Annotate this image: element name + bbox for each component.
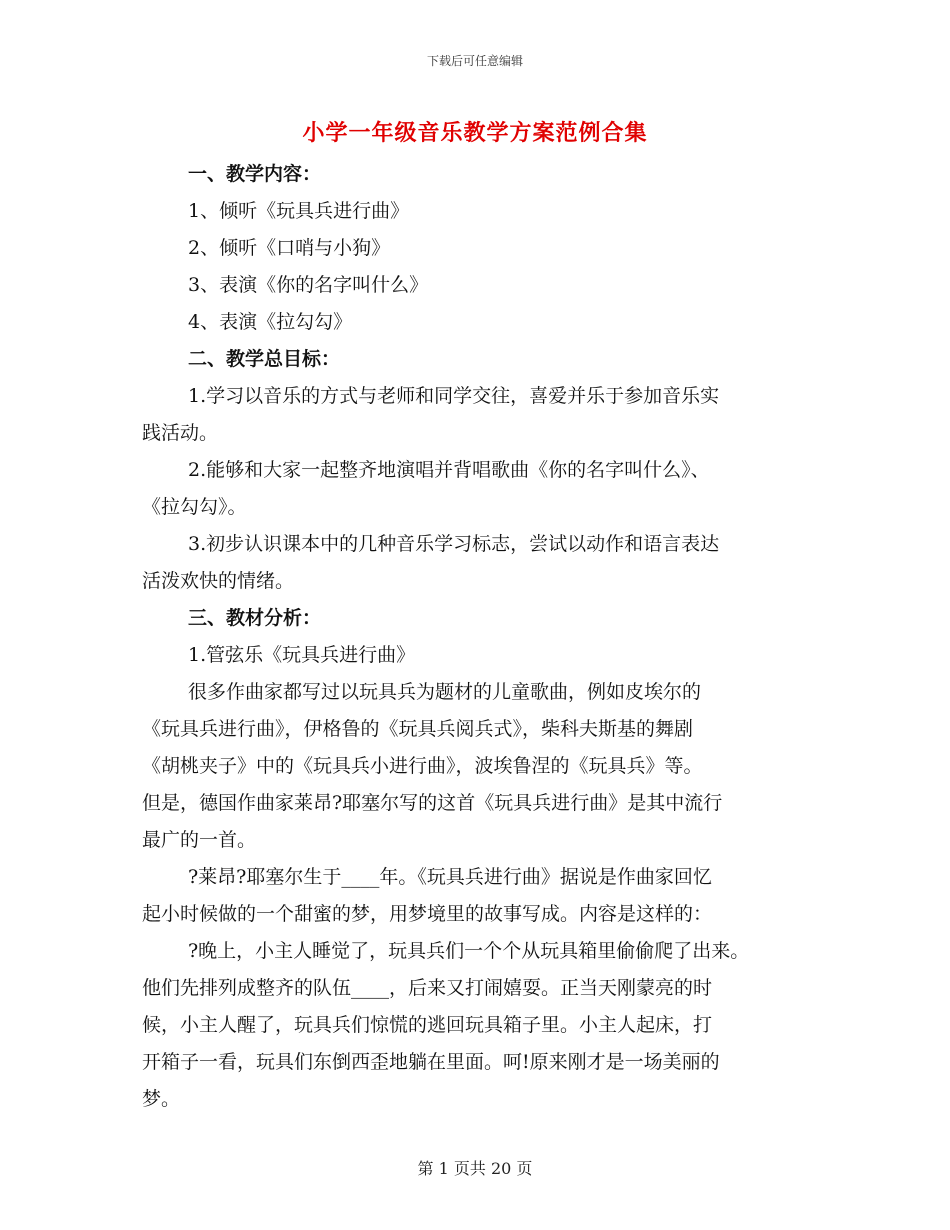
paragraph-line: 3.初步认识课本中的几种音乐学习标志，尝试以动作和语言表达 bbox=[188, 533, 720, 555]
section-heading: 二、教学总目标： bbox=[188, 348, 341, 370]
list-item: 3、表演《你的名字叫什么》 bbox=[188, 274, 429, 296]
paragraph-line: ?莱昂?耶塞尔生于____年。《玩具兵进行曲》据说是作曲家回忆 bbox=[188, 866, 712, 888]
paragraph-line: 起小时候做的一个甜蜜的梦，用梦境里的故事写成。内容是这样的： bbox=[142, 903, 713, 925]
paragraph-line: 2.能够和大家一起整齐地演唱并背唱歌曲《你的名字叫什么》、 bbox=[188, 459, 710, 481]
subsection-heading: 1.管弦乐《玩具兵进行曲》 bbox=[188, 644, 416, 666]
paragraph-line: 但是，德国作曲家莱昂?耶塞尔写的这首《玩具兵进行曲》是其中流行 bbox=[142, 792, 723, 814]
section-heading: 三、教材分析： bbox=[188, 607, 322, 629]
paragraph-line: 候，小主人醒了，玩具兵们惊慌的逃回玩具箱子里。小主人起床，打 bbox=[142, 1014, 713, 1036]
paragraph-line: 最广的一首。 bbox=[142, 829, 257, 851]
paragraph-line: 《胡桃夹子》中的《玩具兵小进行曲》，波埃鲁涅的《玩具兵》等。 bbox=[142, 755, 703, 777]
list-item: 4、表演《拉勾勾》 bbox=[188, 311, 353, 333]
paragraph-line: 1.学习以音乐的方式与老师和同学交往，喜爱并乐于参加音乐实 bbox=[188, 385, 720, 407]
document-body bbox=[142, 156, 822, 1118]
paragraph-line: 《玩具兵进行曲》，伊格鲁的《玩具兵阅兵式》，柴科夫斯基的舞剧 bbox=[142, 718, 694, 740]
list-item: 1、倾听《玩具兵进行曲》 bbox=[188, 200, 410, 222]
paragraph-line: 《拉勾勾》。 bbox=[142, 496, 247, 518]
page-footer: 第 1 页共 20 页 bbox=[417, 1159, 533, 1178]
document-title: 小学一年级音乐教学方案范例合集 bbox=[302, 120, 648, 146]
page-header: 下载后可任意编辑 bbox=[426, 54, 523, 68]
paragraph-line: 开箱子一看，玩具们东倒西歪地躺在里面。呵!原来刚才是一场美丽的 bbox=[142, 1051, 720, 1073]
paragraph-line: ?晚上，小主人睡觉了，玩具兵们一个个从玩具箱里偷偷爬了出来。 bbox=[188, 940, 750, 962]
paragraph-line: 活泼欢快的情绪。 bbox=[142, 570, 295, 592]
paragraph-line: 梦。 bbox=[142, 1088, 181, 1110]
paragraph-line: 很多作曲家都写过以玩具兵为题材的儿童歌曲，例如皮埃尔的 bbox=[188, 681, 702, 703]
paragraph-line: 他们先排列成整齐的队伍____，后来又打闹嬉耍。正当天刚蒙亮的时 bbox=[142, 977, 713, 999]
list-item: 2、倾听《口哨与小狗》 bbox=[188, 237, 391, 259]
section-heading: 一、教学内容： bbox=[188, 163, 322, 185]
paragraph-line: 践活动。 bbox=[142, 422, 219, 444]
